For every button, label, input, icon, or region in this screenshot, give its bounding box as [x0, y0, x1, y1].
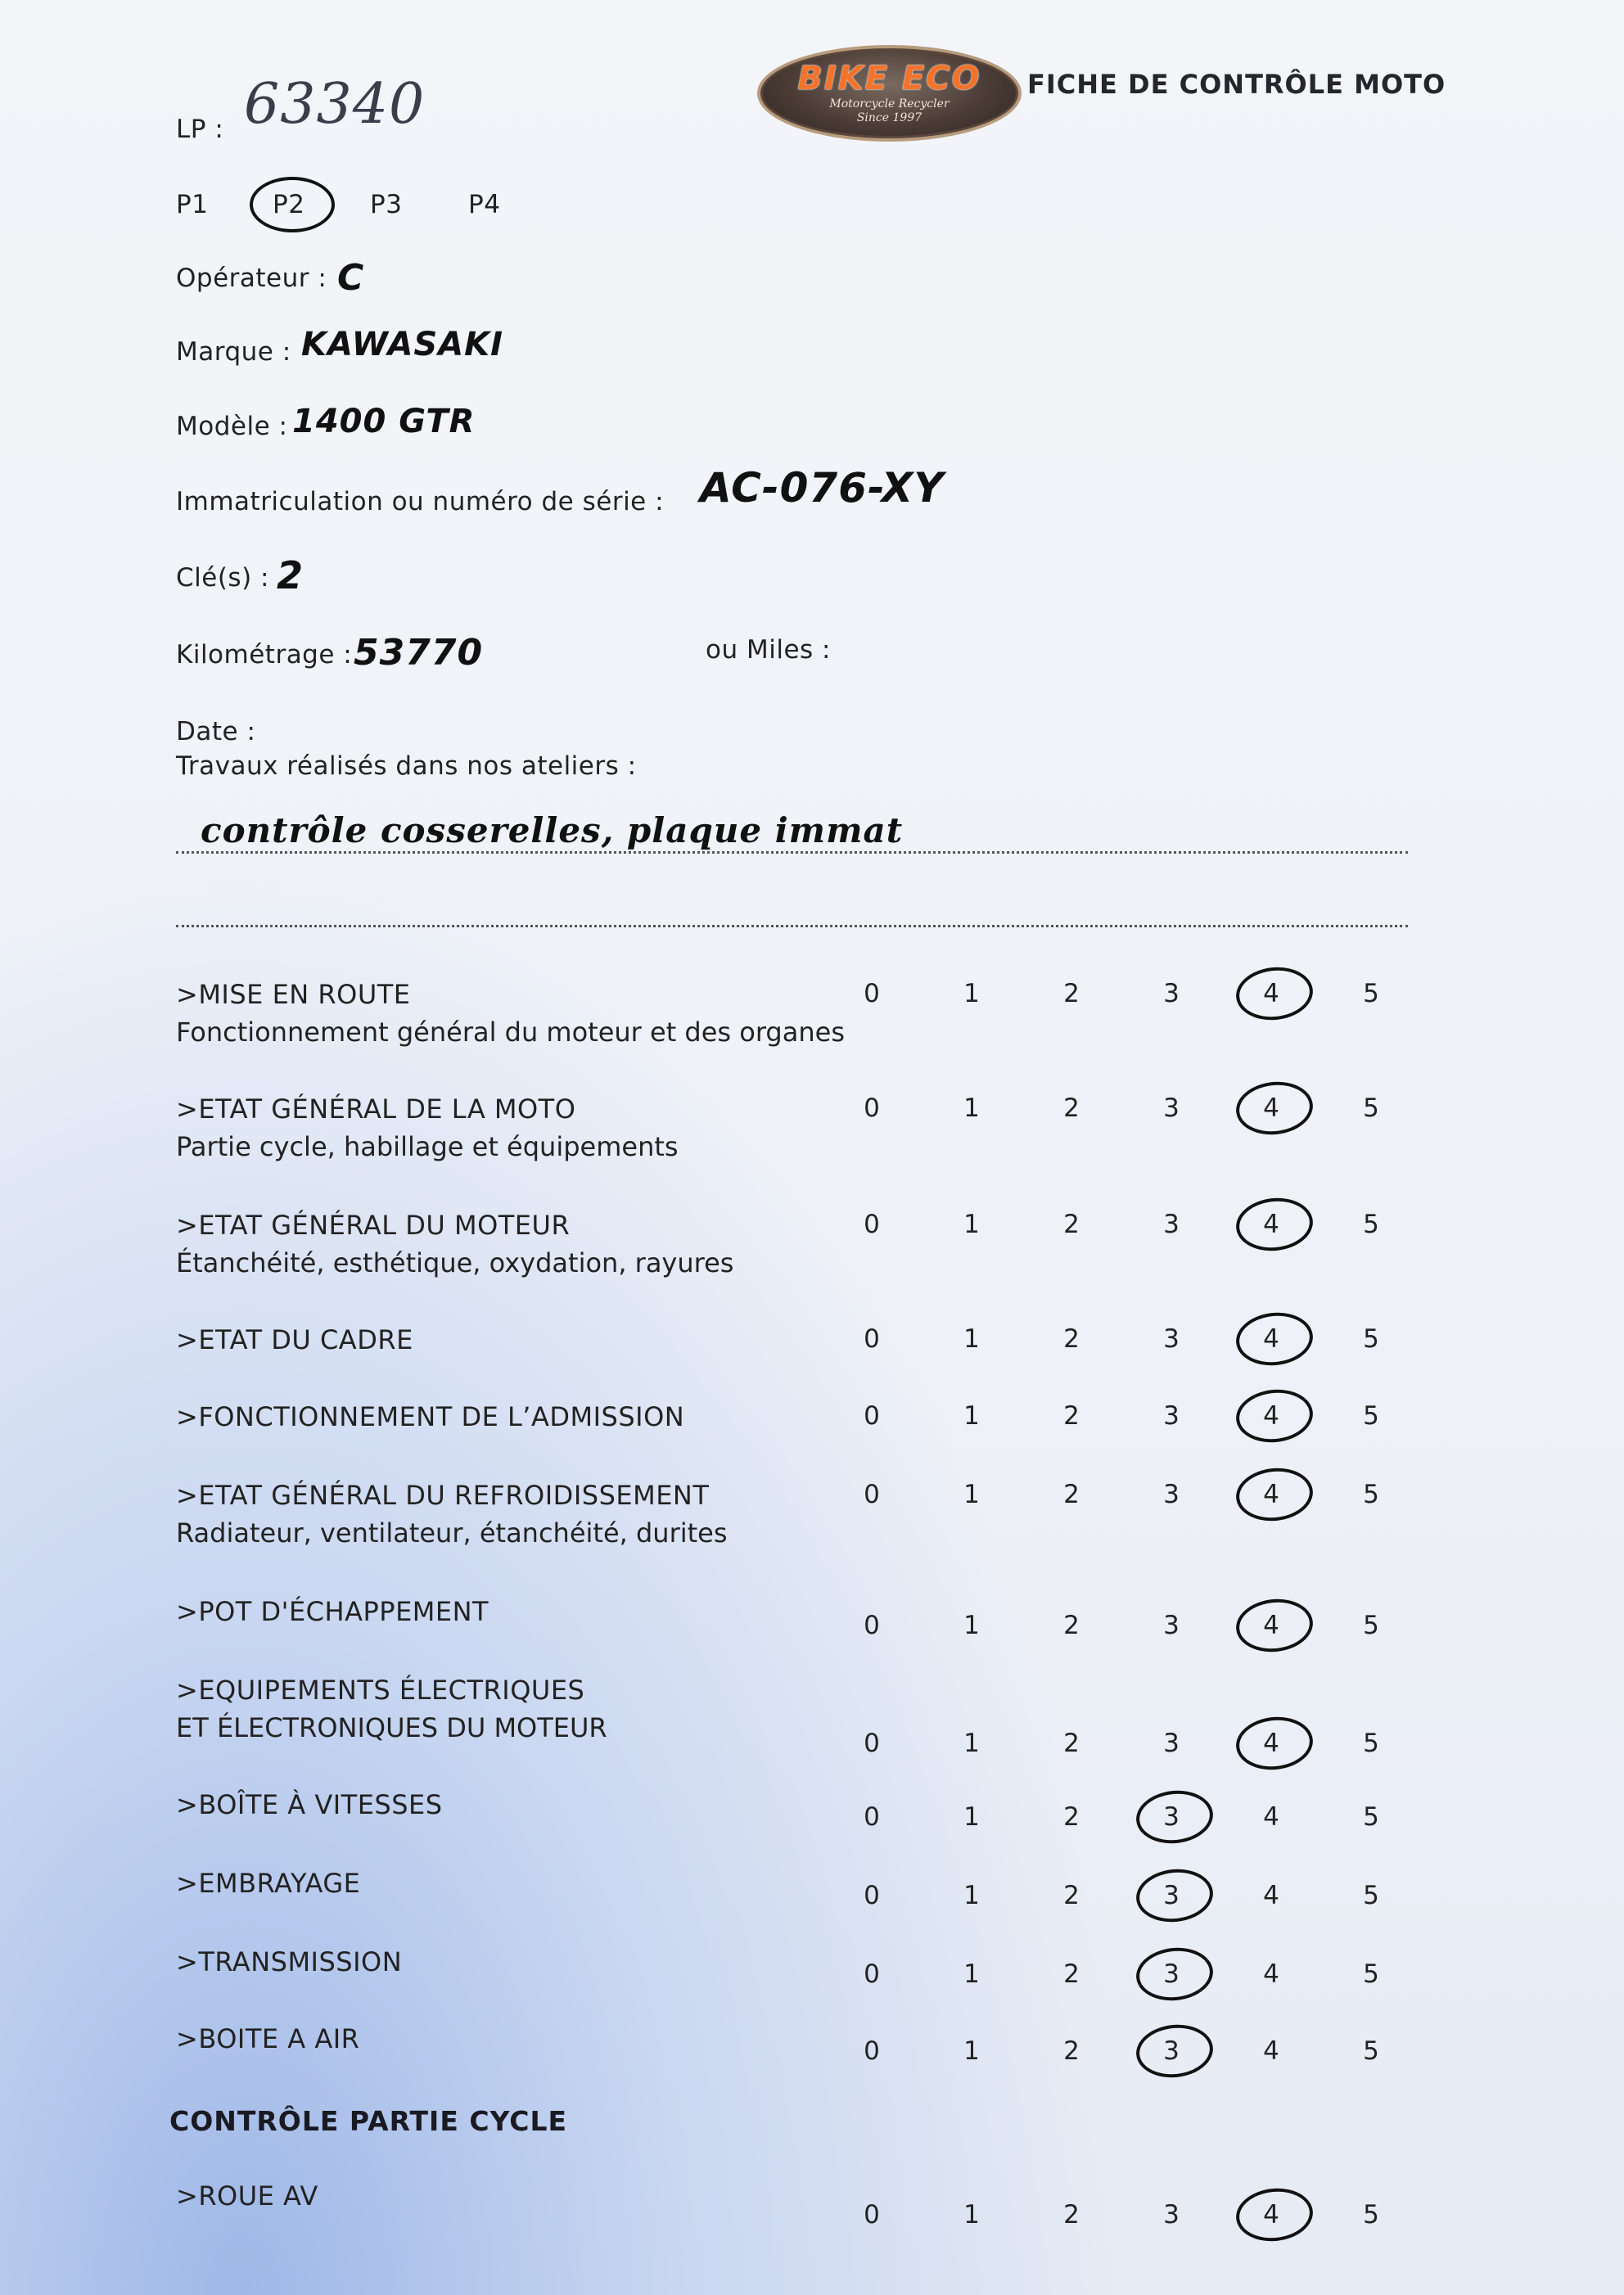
criterion-12-score-3: 3 [1163, 2036, 1180, 2066]
criterion-7-selected-score-circle [1234, 1595, 1315, 1655]
criterion-4-score-4: 4 [1263, 1324, 1279, 1354]
criterion-10-score-5: 5 [1363, 1881, 1379, 1910]
criterion-9-score-0: 0 [864, 1802, 880, 1832]
cycle-criterion-1-score-5: 5 [1363, 2200, 1379, 2230]
criterion-2-score-0: 0 [864, 1093, 880, 1123]
criterion-5-score-3: 3 [1163, 1401, 1180, 1431]
criterion-5-score-5: 5 [1363, 1401, 1379, 1431]
criterion-8-score-2: 2 [1063, 1729, 1080, 1758]
cycle-criterion-1-score-0: 0 [864, 2200, 880, 2230]
criterion-1-score-0: 0 [864, 979, 880, 1008]
cycle-criterion-1-selected-score-circle [1234, 2185, 1315, 2244]
criterion-1-title: >MISE EN ROUTE [176, 979, 411, 1010]
criterion-2-score-5: 5 [1363, 1093, 1379, 1123]
criterion-11-score-3: 3 [1163, 1959, 1180, 1989]
criterion-7-score-3: 3 [1163, 1611, 1180, 1640]
cycle-criterion-1-score-4: 4 [1263, 2200, 1279, 2230]
criterion-4-score-5: 5 [1363, 1324, 1379, 1354]
criterion-2-selected-score-circle [1234, 1078, 1315, 1138]
criterion-12-title: >BOITE A AIR [176, 2023, 360, 2054]
criterion-3-score-2: 2 [1063, 1210, 1080, 1239]
criterion-2-description: Partie cycle, habillage et équipements [176, 1131, 679, 1162]
criterion-1-score-3: 3 [1163, 979, 1180, 1008]
cycle-section-title: CONTRÔLE PARTIE CYCLE [169, 2105, 568, 2137]
criterion-5-score-4: 4 [1263, 1401, 1279, 1431]
criterion-8-score-5: 5 [1363, 1729, 1379, 1758]
criterion-8-score-1: 1 [963, 1729, 980, 1758]
criterion-6-score-4: 4 [1263, 1480, 1279, 1509]
cycle-criterion-1-title: >ROUE AV [176, 2180, 318, 2212]
cycle-criterion-1-score-3: 3 [1163, 2200, 1180, 2230]
logo-brand-text: BIKE ECO [797, 60, 981, 97]
work-label: Travaux réalisés dans nos ateliers : [176, 751, 637, 781]
criterion-8-score-4: 4 [1263, 1729, 1279, 1758]
criterion-11-score-2: 2 [1063, 1959, 1080, 1989]
model-value: 1400 GTR [292, 403, 476, 440]
criterion-3-selected-score-circle [1234, 1194, 1315, 1254]
bike-eco-logo [757, 45, 1022, 142]
brand-value: KAWASAKI [301, 326, 504, 363]
criterion-4-score-3: 3 [1163, 1324, 1180, 1354]
criterion-1-selected-score-circle [1234, 963, 1315, 1023]
criterion-4-score-1: 1 [963, 1324, 980, 1354]
p-option-4: P4 [468, 190, 501, 219]
operator-label: Opérateur : [176, 264, 327, 293]
criterion-2-score-4: 4 [1263, 1093, 1279, 1123]
logo-tagline: Motorcycle Recycler [829, 97, 950, 110]
criterion-12-score-2: 2 [1063, 2036, 1080, 2066]
criterion-3-score-5: 5 [1363, 1210, 1379, 1239]
criterion-7-score-0: 0 [864, 1611, 880, 1640]
criterion-3-title: >ETAT GÉNÉRAL DU MOTEUR [176, 1210, 571, 1241]
keys-label: Clé(s) : [176, 563, 269, 593]
form-title: FICHE DE CONTRÔLE MOTO [1027, 69, 1446, 100]
dotted-line-1 [176, 851, 1408, 854]
criterion-3-description: Étanchéité, esthétique, oxydation, rayures [176, 1247, 734, 1278]
criterion-8-title: >EQUIPEMENTS ÉLECTRIQUES [176, 1675, 585, 1706]
criterion-6-score-3: 3 [1163, 1480, 1180, 1509]
criterion-4-score-2: 2 [1063, 1324, 1080, 1354]
criterion-8-score-3: 3 [1163, 1729, 1180, 1758]
criterion-3-score-3: 3 [1163, 1210, 1180, 1239]
criterion-10-score-1: 1 [963, 1881, 980, 1910]
criterion-1-score-5: 5 [1363, 979, 1379, 1008]
criterion-11-score-1: 1 [963, 1959, 980, 1989]
criterion-5-selected-score-circle [1234, 1386, 1315, 1445]
criterion-7-title: >POT D'ÉCHAPPEMENT [176, 1596, 489, 1627]
criterion-4-score-0: 0 [864, 1324, 880, 1354]
criterion-5-score-0: 0 [864, 1401, 880, 1431]
registration-value: AC-076-XY [700, 464, 945, 512]
criterion-10-score-3: 3 [1163, 1881, 1180, 1910]
criterion-10-selected-score-circle [1134, 1865, 1216, 1925]
criterion-1-score-4: 4 [1263, 979, 1279, 1008]
criterion-7-score-1: 1 [963, 1611, 980, 1640]
criterion-6-description: Radiateur, ventilateur, étanchéité, durites [176, 1517, 728, 1549]
criterion-2-score-3: 3 [1163, 1093, 1180, 1123]
date-label: Date : [176, 717, 256, 746]
criterion-4-title: >ETAT DU CADRE [176, 1324, 413, 1355]
criterion-4-selected-score-circle [1234, 1309, 1315, 1368]
criterion-5-score-2: 2 [1063, 1401, 1080, 1431]
cycle-criterion-1-score-2: 2 [1063, 2200, 1080, 2230]
criterion-9-score-1: 1 [963, 1802, 980, 1832]
criterion-6-score-2: 2 [1063, 1480, 1080, 1509]
criterion-6-score-0: 0 [864, 1480, 880, 1509]
criterion-11-score-5: 5 [1363, 1959, 1379, 1989]
criterion-12-score-1: 1 [963, 2036, 980, 2066]
criterion-6-title: >ETAT GÉNÉRAL DU REFROIDISSEMENT [176, 1480, 710, 1511]
criterion-6-score-5: 5 [1363, 1480, 1379, 1509]
model-label: Modèle : [176, 412, 288, 441]
p-option-1: P1 [176, 190, 209, 219]
criterion-9-score-5: 5 [1363, 1802, 1379, 1832]
lp-label: LP : [176, 115, 224, 144]
keys-value: 2 [277, 553, 304, 597]
criterion-3-score-1: 1 [963, 1210, 980, 1239]
criterion-11-score-4: 4 [1263, 1959, 1279, 1989]
criterion-10-score-0: 0 [864, 1881, 880, 1910]
cycle-criterion-1-score-1: 1 [963, 2200, 980, 2230]
miles-label: ou Miles : [706, 635, 831, 665]
criterion-12-score-0: 0 [864, 2036, 880, 2066]
criterion-12-score-4: 4 [1263, 2036, 1279, 2066]
criterion-10-score-2: 2 [1063, 1881, 1080, 1910]
criterion-2-title: >ETAT GÉNÉRAL DE LA MOTO [176, 1093, 576, 1125]
criterion-9-score-2: 2 [1063, 1802, 1080, 1832]
criterion-9-title: >BOÎTE À VITESSES [176, 1789, 443, 1820]
km-label: Kilométrage : [176, 640, 353, 670]
work-value: contrôle cosserelles, plaque immat [201, 810, 904, 850]
brand-label: Marque : [176, 337, 291, 367]
criterion-8-score-0: 0 [864, 1729, 880, 1758]
criterion-8-description: ET ÉLECTRONIQUES DU MOTEUR [176, 1712, 607, 1743]
criterion-2-score-2: 2 [1063, 1093, 1080, 1123]
criterion-1-score-2: 2 [1063, 979, 1080, 1008]
criterion-7-score-4: 4 [1263, 1611, 1279, 1640]
criterion-8-selected-score-circle [1234, 1713, 1315, 1773]
km-value: 53770 [354, 632, 484, 674]
p-option-2: P2 [273, 190, 305, 219]
criterion-2-score-1: 1 [963, 1093, 980, 1123]
criterion-11-selected-score-circle [1134, 1944, 1216, 2004]
criterion-7-score-5: 5 [1363, 1611, 1379, 1640]
criterion-9-score-3: 3 [1163, 1802, 1180, 1832]
criterion-7-score-2: 2 [1063, 1611, 1080, 1640]
criterion-10-score-4: 4 [1263, 1881, 1279, 1910]
criterion-1-description: Fonctionnement général du moteur et des organes [176, 1017, 845, 1048]
criterion-5-title: >FONCTIONNEMENT DE L’ADMISSION [176, 1401, 685, 1432]
criterion-3-score-0: 0 [864, 1210, 880, 1239]
lp-value: 63340 [244, 72, 426, 137]
criterion-12-selected-score-circle [1134, 2021, 1216, 2081]
criterion-11-score-0: 0 [864, 1959, 880, 1989]
criterion-10-title: >EMBRAYAGE [176, 1868, 361, 1899]
criterion-5-score-1: 1 [963, 1401, 980, 1431]
criterion-6-selected-score-circle [1234, 1464, 1315, 1524]
criterion-9-score-4: 4 [1263, 1802, 1279, 1832]
criterion-3-score-4: 4 [1263, 1210, 1279, 1239]
dotted-line-2 [176, 925, 1408, 927]
criterion-1-score-1: 1 [963, 979, 980, 1008]
logo-tagline-year: Since 1997 [856, 111, 923, 124]
operator-value: C [337, 257, 365, 299]
registration-label: Immatriculation ou numéro de série : [176, 487, 665, 516]
p-option-3: P3 [370, 190, 403, 219]
criterion-12-score-5: 5 [1363, 2036, 1379, 2066]
criterion-6-score-1: 1 [963, 1480, 980, 1509]
criterion-9-selected-score-circle [1134, 1787, 1216, 1846]
criterion-11-title: >TRANSMISSION [176, 1946, 403, 1977]
